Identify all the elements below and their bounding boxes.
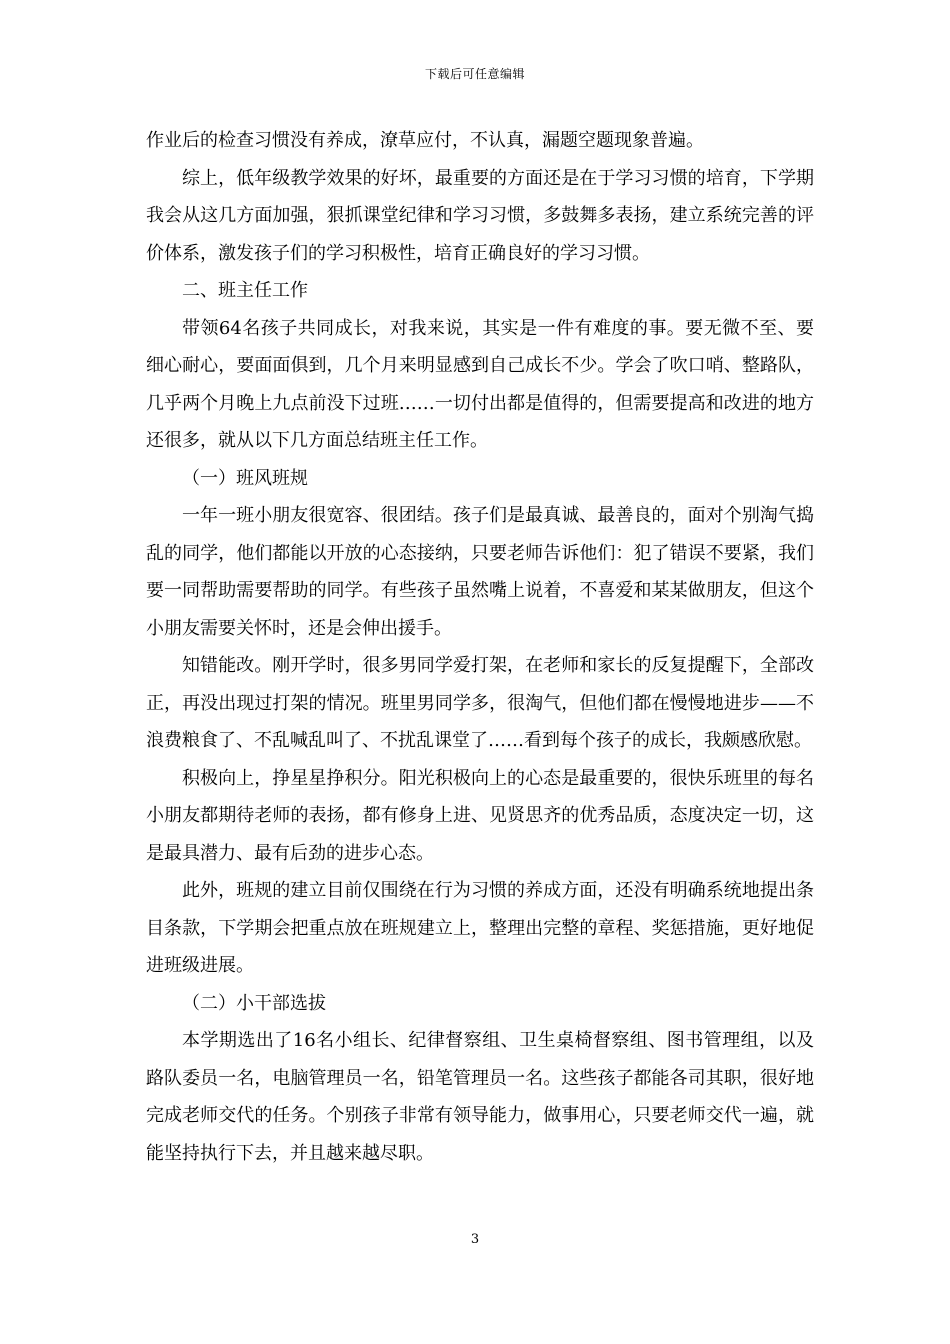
- page-header: 下载后可任意编辑: [424, 67, 525, 81]
- paragraph-4: 带领64名孩子共同成长，对我来说，其实是一件有难度的事。要无微不至、要细心耐心，要面面俱到，几个月来明显感到自己成长不少。学会了吹口哨、整路队，几乎两个月晚上九点前没下过班……一切付出都是值得的，但需要提高和改进的地方还很多，就从以下几方面总结班主任工作。: [146, 317, 814, 451]
- paragraph-1: 作业后的检查习惯没有养成，潦草应付，不认真，漏题空题现象普遍。: [146, 130, 704, 151]
- subsection-heading-student-leaders: （二）小干部选拔: [182, 992, 326, 1014]
- paragraph-6: 一年一班小朋友很宽容、很团结。孩子们是最真诚、最善良的，面对个别淘气捣乱的同学，他们都能以开放的心态接纳，只要老师告诉他们：犯了错误不要紧，我们要一同帮助需要帮助的同学。有些孩子虽然嘴上说着，不喜爱和某某做朋友，但这个小朋友需要关怀时，还是会伸出援手。: [146, 505, 814, 639]
- subsection-heading-class-rules: （一）班风班规: [182, 467, 308, 489]
- paragraph-2: 综上，低年级教学效果的好坏，最重要的方面还是在于学习习惯的培育，下学期我会从这几方面加强，狠抓课堂纪律和学习习惯，多鼓舞多表扬，建立系统完善的评价体系，激发孩子们的学习积极性，培育正确良好的学习习惯。: [146, 167, 814, 264]
- paragraph-9: 此外，班规的建立目前仅围绕在行为习惯的养成方面，还没有明确系统地提出条目条款，下学期会把重点放在班规建立上，整理出完整的章程、奖惩措施，更好地促进班级进展。: [146, 880, 814, 976]
- document-body: [146, 122, 814, 1172]
- paragraph-8: 积极向上，挣星星挣积分。阳光积极向上的心态是最重要的，很快乐班里的每名小朋友都期待老师的表扬，都有修身上进、见贤思齐的优秀品质，态度决定一切，这是最具潜力、最有后劲的进步心态。: [146, 767, 814, 864]
- section-heading-head-teacher-work: 二、班主任工作: [182, 280, 308, 301]
- paragraph-7: 知错能改。刚开学时，很多男同学爱打架，在老师和家长的反复提醒下，全部改正，再没出现过打架的情况。班里男同学多，很淘气，但他们都在慢慢地进步——不浪费粮食了、不乱喊乱叫了、不扰乱课堂了……看到每个孩子的成长，我颇感欣慰。: [146, 655, 814, 751]
- paragraph-11: 本学期选出了16名小组长、纪律督察组、卫生桌椅督察组、图书管理组，以及路队委员一名，电脑管理员一名，铅笔管理员一名。这些孩子都能各司其职，很好地完成老师交代的任务。个别孩子非常有领导能力，做事用心，只要老师交代一遍，就能坚持执行下去，并且越来越尽职。: [146, 1030, 814, 1164]
- page-number: 3: [470, 1232, 480, 1247]
